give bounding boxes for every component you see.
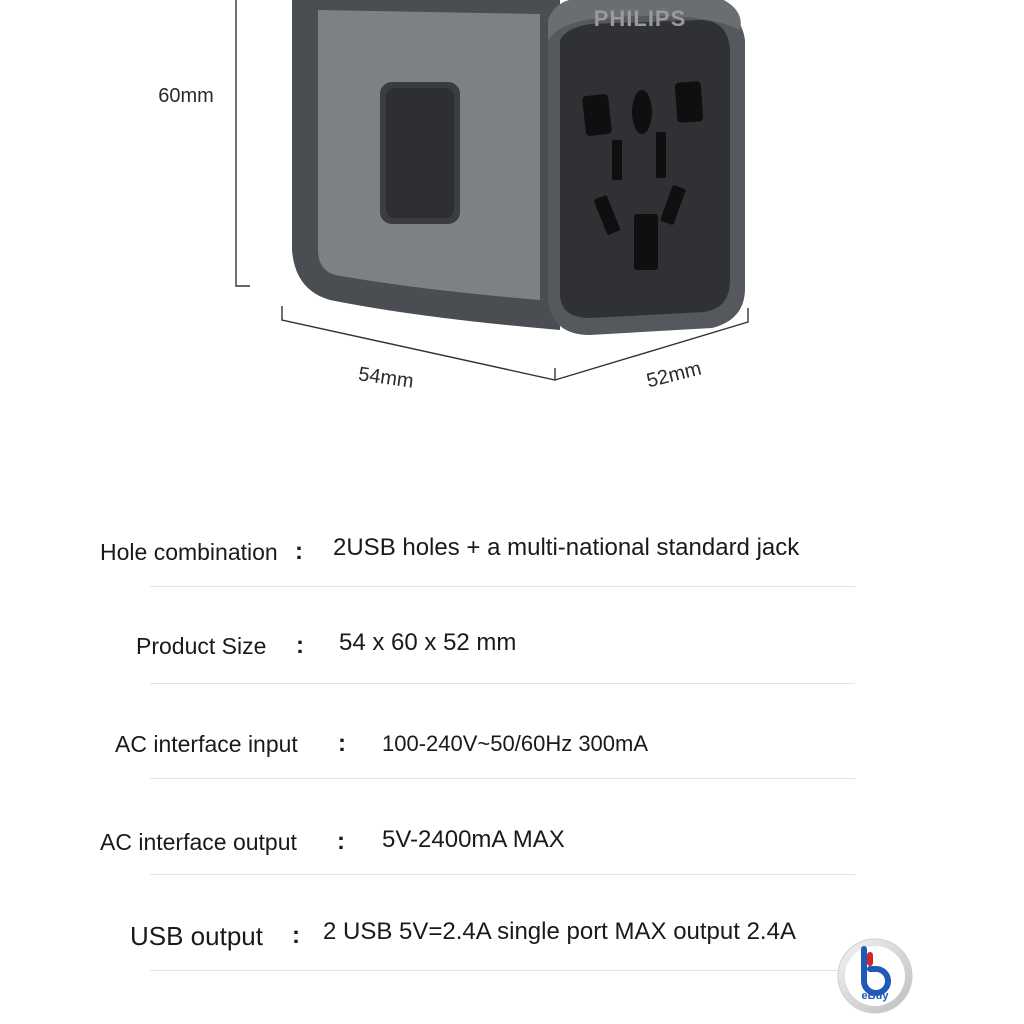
brand-logo: PHILIPS (593, 6, 687, 31)
spec-row-ac-input (0, 724, 1024, 764)
divider (150, 586, 855, 587)
spec-value: 2USB holes + a multi-national standard jack (333, 534, 800, 561)
product-illustration (0, 0, 1024, 420)
ebuy-logo-icon (836, 935, 914, 1017)
divider (150, 683, 855, 684)
spec-value: 2 USB 5V=2.4A single port MAX output 2.4A (323, 918, 796, 945)
spec-value: 54 x 60 x 52 mm (339, 629, 517, 656)
spec-colon: : (292, 922, 300, 949)
divider (150, 874, 855, 875)
divider (150, 970, 855, 971)
divider (150, 778, 855, 779)
spec-label: Product Size (136, 633, 267, 659)
socket-face (560, 20, 730, 318)
spec-label: USB output (130, 921, 263, 951)
badge-text: eBuy (861, 990, 889, 1002)
spec-row-ac-output (0, 822, 1024, 862)
spec-label: Hole combination (100, 539, 278, 565)
depth-dimension: 52mm (644, 357, 704, 393)
spec-colon: : (296, 632, 304, 659)
spec-value: 100-240V~50/60Hz 300mA (382, 731, 649, 756)
spec-colon: : (338, 730, 346, 757)
spec-row-hole-combination (0, 532, 1024, 572)
width-dimension: 54mm (356, 363, 416, 393)
spec-value: 5V-2400mA MAX (382, 826, 565, 853)
spec-row-product-size (0, 626, 1024, 666)
spec-colon: : (295, 538, 303, 565)
height-dimension: 60mm (158, 85, 214, 107)
spec-colon: : (337, 828, 345, 855)
spec-label: AC interface output (100, 829, 297, 855)
spec-label: AC interface input (115, 731, 298, 757)
